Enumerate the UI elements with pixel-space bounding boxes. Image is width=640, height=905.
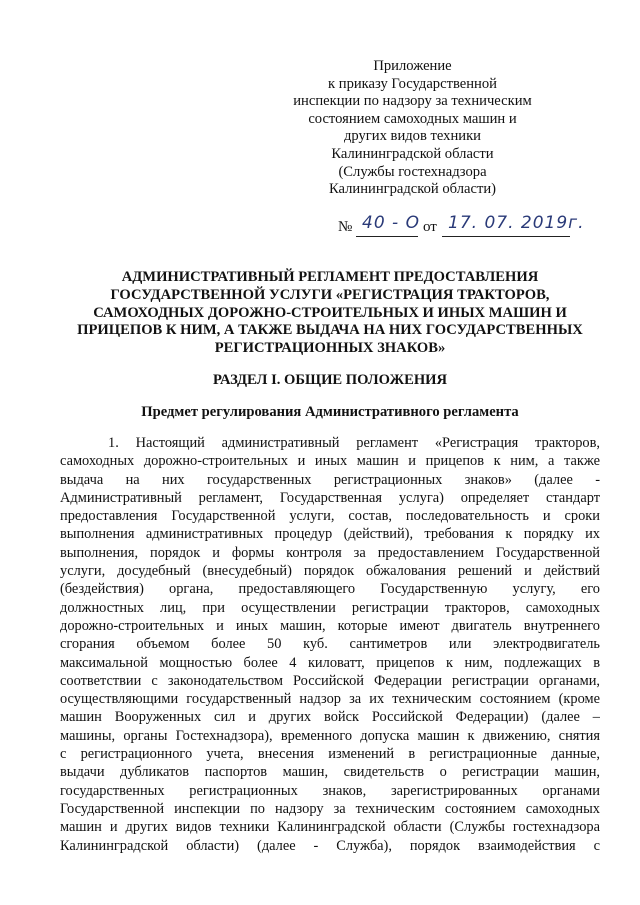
title-line: ПРИЦЕПОВ К НИМ, А ТАКЖЕ ВЫДАЧА НА НИХ ГОСУДАРСТВЕННЫХ	[77, 322, 583, 339]
paragraph-line: выдача на них государственных регистрационных знаков» (далее -	[60, 471, 600, 488]
paragraph-line: самоходных дорожно-строительных и иных машин и прицепов к ним, а также	[60, 453, 600, 470]
paragraph-line: машин и других видов техники Калининградской области (Службы гостехнадзора	[60, 819, 600, 836]
order-date-underline	[442, 236, 570, 237]
appendix-block	[290, 58, 535, 199]
paragraph-line: максимальной мощностью более 4 киловатт, прицепов к ним, подлежащих в	[60, 654, 600, 671]
order-date-handwritten: 17. 07. 2019г.	[448, 213, 585, 233]
title-line: АДМИНИСТРАТИВНЫЙ РЕГЛАМЕНТ ПРЕДОСТАВЛЕНИЯ	[121, 269, 539, 285]
appendix-line: Приложение	[373, 58, 452, 74]
section-heading: РАЗДЕЛ I. ОБЩИЕ ПОЛОЖЕНИЯ	[212, 372, 448, 388]
document-title	[60, 269, 600, 358]
paragraph-line: 1. Настоящий административный регламент «Регистрация тракторов,	[108, 435, 600, 451]
title-line: РЕГИСТРАЦИОННЫХ ЗНАКОВ»	[214, 340, 446, 357]
paragraph-line: Государственной инспекции по надзору за техническим состоянием самоходных	[60, 800, 600, 817]
subject-heading: Предмет регулирования Административного регламента	[141, 404, 519, 420]
appendix-line: к приказу Государственной	[328, 75, 497, 92]
title-line: ГОСУДАРСТВЕННОЙ УСЛУГИ «РЕГИСТРАЦИЯ ТРАКТОРОВ,	[110, 286, 550, 303]
paragraph-line: должностных лиц, при осуществлении регистрации тракторов, самоходных	[60, 599, 600, 616]
paragraph-line: выполнения административных процедур (действий), требования к порядку их	[60, 526, 600, 543]
paragraph-1	[60, 434, 600, 855]
order-number-underline	[356, 236, 418, 237]
paragraph-line: дорожно-строительных и иных машин, которые имеют двигатель внутреннего	[60, 617, 600, 634]
appendix-line: Калининградской области	[331, 145, 494, 162]
order-number-label: №	[338, 219, 353, 235]
paragraph-line: машины, органы Гостехнадзора), временного допуска машин к движению, снятия	[60, 727, 600, 744]
appendix-line: инспекции по надзору за техническим	[293, 93, 532, 110]
paragraph-line: с регистрационного учета, внесения изменений в регистрационные данные,	[60, 746, 600, 763]
paragraph-line: выполнения, порядок и формы контроля за предоставлением Государственной	[60, 544, 600, 561]
paragraph-line: услуги, досудебный (внесудебный) порядок обжалования решений и действий	[60, 563, 600, 580]
paragraph-line: сгорания объемом более 50 куб. сантиметров или электродвигатель	[60, 636, 600, 653]
paragraph-line: машин Вооруженных сил и других войск Российской Федерации) (далее –	[60, 709, 600, 726]
paragraph-line: (бездействия) органа, предоставляющего Государственную услугу, его	[60, 581, 600, 598]
paragraph-line: осуществляющими государственный надзор за их техническим состоянием (кроме	[60, 691, 600, 708]
appendix-line: состоянием самоходных машин и	[308, 110, 517, 127]
paragraph-line: государственных регистрационных знаков, зарегистрированных органами	[60, 782, 600, 799]
appendix-line: Калининградской области)	[328, 181, 497, 198]
paragraph-line: предоставления Государственной услуги, состав, последовательность и сроки	[60, 508, 600, 525]
appendix-line: (Службы гостехнадзора	[338, 163, 487, 180]
order-date-label: от	[423, 219, 437, 235]
appendix-line: других видов техники	[343, 128, 481, 145]
paragraph-line: Административный регламент, Государственная услуга) определяет стандарт	[60, 489, 600, 506]
title-line: САМОХОДНЫХ ДОРОЖНО-СТРОИТЕЛЬНЫХ И ИНЫХ МАШИН И	[93, 304, 567, 321]
order-number-line	[336, 215, 596, 241]
paragraph-line: соответствии с законодательством Российской Федерации регистрации органами,	[60, 672, 600, 689]
paragraph-line: Калининградской области) (далее - Служба), порядок взаимодействия с	[60, 837, 600, 854]
paragraph-line: выдачи дубликатов паспортов машин, свидетельств о регистрации машин,	[60, 764, 600, 781]
order-number-handwritten: 40 - О	[362, 213, 420, 233]
